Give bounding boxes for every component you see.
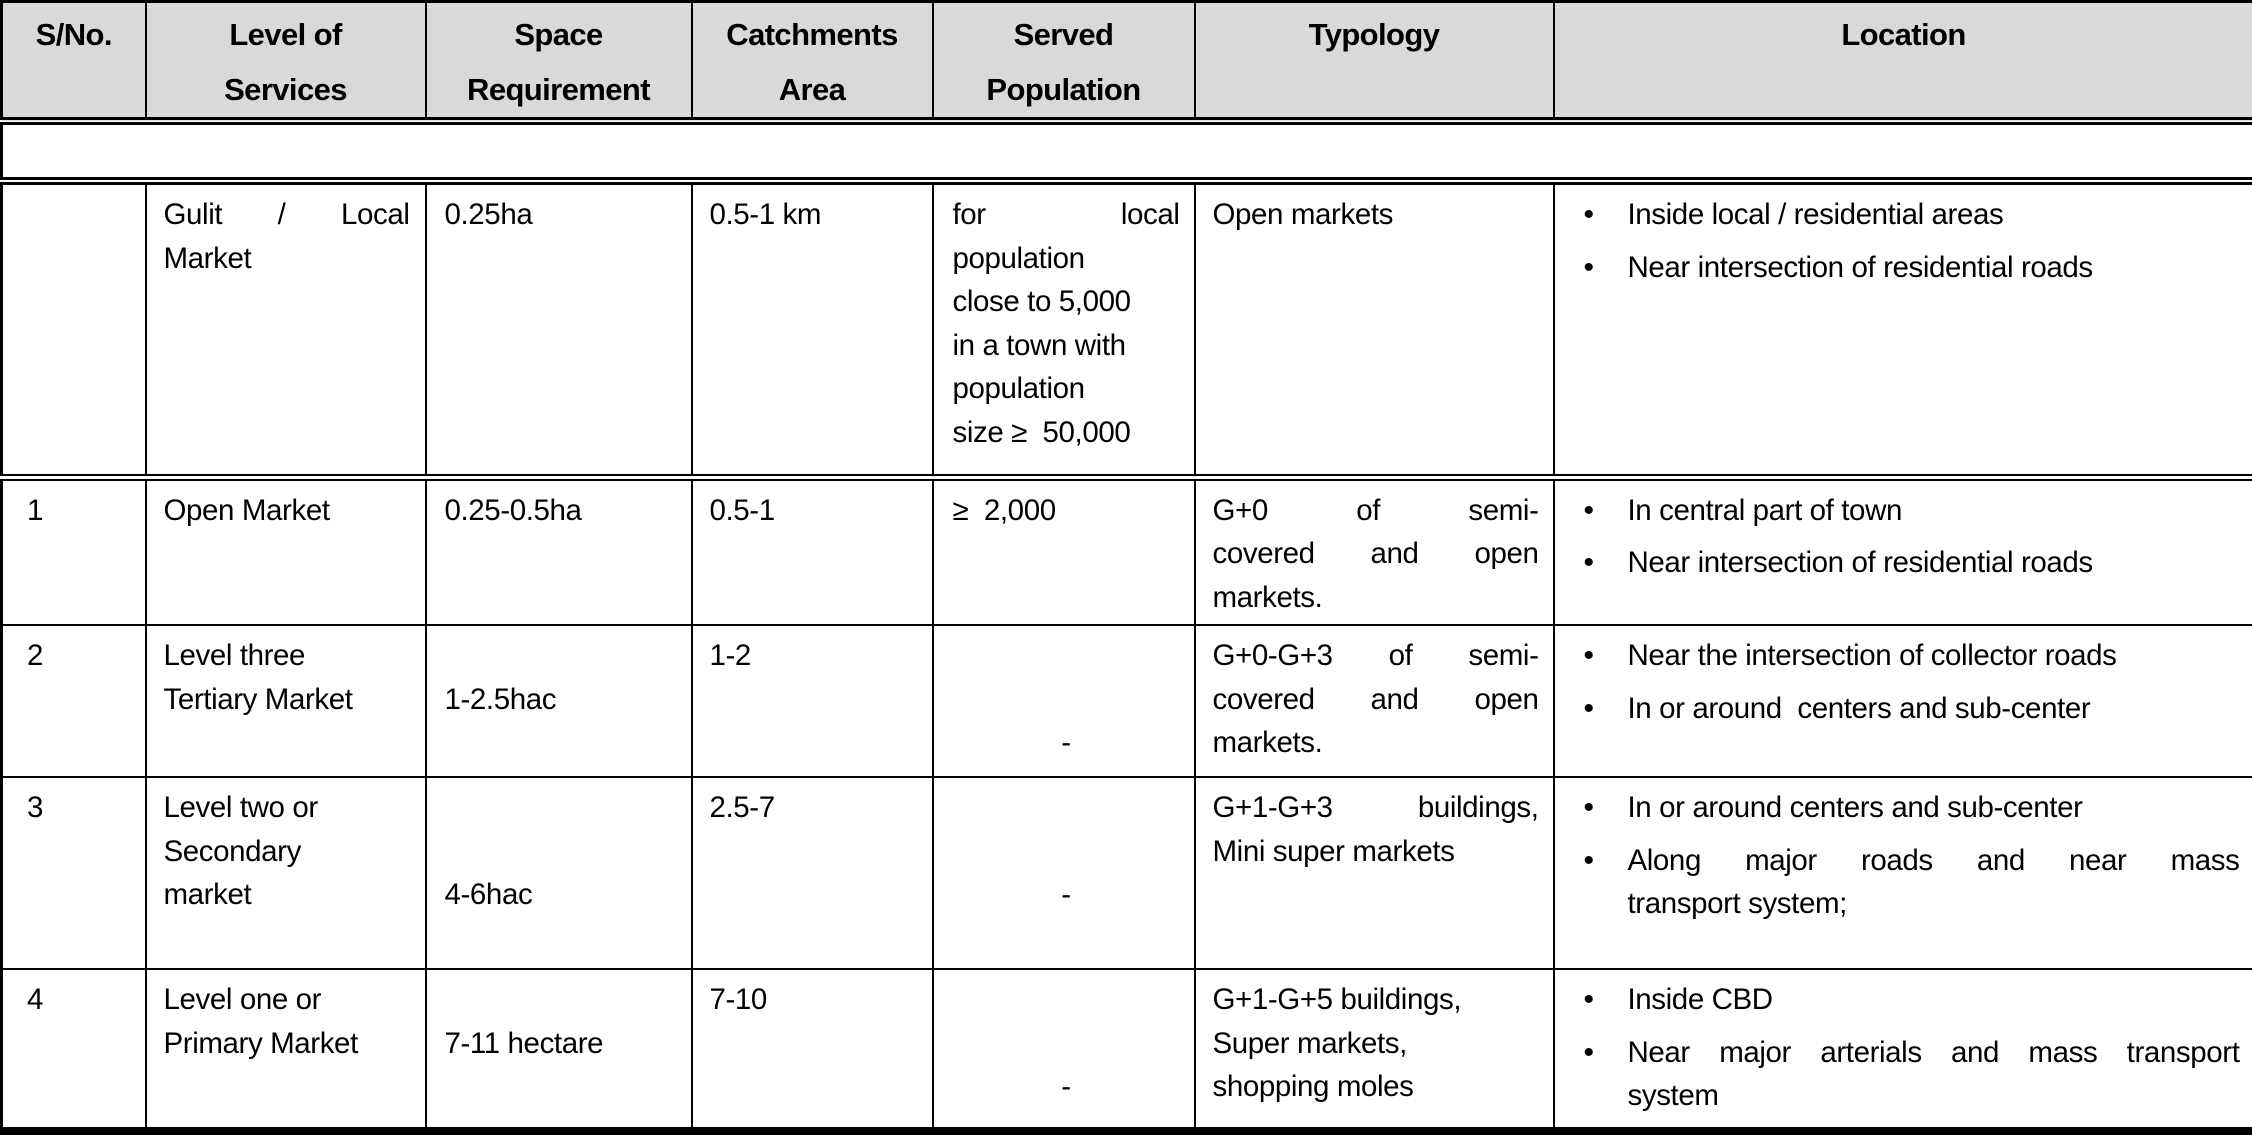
bullet-icon: •	[1579, 541, 1628, 585]
serial-number: 4	[27, 978, 131, 1022]
bullet-text	[1628, 839, 2240, 926]
cell-text-line: 4-6hac	[445, 873, 677, 917]
bullet-text	[1628, 193, 2240, 237]
bullet-icon: •	[1579, 634, 1628, 678]
cell-text-line: G+1-G+5 buildings,	[1213, 978, 1539, 1022]
cell-text-line: population	[953, 237, 1180, 281]
cell-text-line: Level three	[164, 634, 410, 678]
bullet-item	[1579, 786, 2240, 830]
bullet-text	[1628, 634, 2240, 678]
bullet-item	[1579, 687, 2240, 731]
cell-r2-location	[1554, 625, 2252, 777]
cell-r4-location	[1554, 969, 2252, 1131]
cell-text-line: Near major arterials and mass transport	[1628, 1031, 2240, 1075]
cell-text-line: G+0-G+3 of semi-	[1213, 634, 1539, 678]
cell-text-line: population	[953, 367, 1180, 411]
cell-gulit-location	[1554, 181, 2252, 477]
bullet-item	[1579, 246, 2240, 290]
empty-line	[953, 830, 1180, 874]
cell-r1-catchment	[692, 477, 933, 625]
cell-r4-sno	[2, 969, 146, 1131]
cell-r1-level	[146, 477, 426, 625]
cell-r3-sno	[2, 777, 146, 969]
bullet-text	[1628, 978, 2240, 1022]
table-row-r2	[2, 625, 2252, 777]
header-cell-catchment	[692, 2, 933, 122]
bullet-icon: •	[1579, 978, 1628, 1022]
cell-gulit-space	[426, 181, 692, 477]
cell-r2-catchment	[692, 625, 933, 777]
cell-text-line: Along major roads and near mass	[1628, 839, 2240, 883]
header-label: Served	[938, 7, 1190, 62]
cell-r2-space	[426, 625, 692, 777]
empty-line	[953, 1022, 1180, 1066]
bullet-item	[1579, 489, 2240, 533]
cell-text-line: G+0 of semi-	[1213, 489, 1539, 533]
cell-r4-typology	[1195, 969, 1554, 1131]
table-row-gulit	[2, 181, 2252, 477]
cell-text-line: Near the intersection of collector roads	[1628, 634, 2240, 678]
header-label: Requirement	[431, 62, 687, 117]
header-cell-level	[146, 2, 426, 122]
cell-r1-typology	[1195, 477, 1554, 625]
empty-line	[445, 830, 677, 874]
cell-text-line: market	[164, 873, 410, 917]
cell-r3-space	[426, 777, 692, 969]
cell-r1-location	[1554, 477, 2252, 625]
bullet-item	[1579, 193, 2240, 237]
header-cell-space	[426, 2, 692, 122]
cell-r4-catchment	[692, 969, 933, 1131]
cell-r3-catchment	[692, 777, 933, 969]
bullet-text	[1628, 786, 2240, 830]
cell-text-line: Mini super markets	[1213, 830, 1539, 874]
spacer-row-cell	[2, 121, 2252, 181]
header-label: Level of	[151, 7, 421, 62]
serial-number: 3	[27, 786, 131, 830]
bullet-text	[1628, 489, 2240, 533]
cell-gulit-catchment	[692, 181, 933, 477]
cell-r2-level	[146, 625, 426, 777]
cell-r3-level	[146, 777, 426, 969]
cell-text-line: 2.5-7	[710, 786, 918, 830]
bullet-icon: •	[1579, 786, 1628, 830]
cell-text-line: -	[953, 873, 1180, 917]
bullet-text	[1628, 687, 2240, 731]
cell-text-line: system	[1628, 1074, 2240, 1118]
header-label: Typology	[1200, 7, 1549, 62]
cell-text-line: size ≥ 50,000	[953, 411, 1180, 455]
empty-line	[953, 678, 1180, 722]
cell-text-line: Inside local / residential areas	[1628, 193, 2240, 237]
cell-text-line: In central part of town	[1628, 489, 2240, 533]
cell-text-line: transport system;	[1628, 882, 2240, 926]
header-label: Population	[938, 62, 1190, 117]
cell-text-line: covered and open	[1213, 532, 1539, 576]
table-row-r1	[2, 477, 2252, 625]
cell-text-line: Level two or	[164, 786, 410, 830]
serial-number-empty	[27, 193, 131, 237]
header-cell-location	[1554, 2, 2252, 122]
cell-r2-served	[933, 625, 1195, 777]
cell-text-line: Near intersection of residential roads	[1628, 246, 2240, 290]
cell-text-line: -	[953, 721, 1180, 765]
cell-r3-location	[1554, 777, 2252, 969]
cell-text-line: Open Market	[164, 489, 410, 533]
header-label: Location	[1559, 7, 2249, 62]
bullet-icon: •	[1579, 489, 1628, 533]
bullet-item	[1579, 634, 2240, 678]
cell-text-line: Open markets	[1213, 193, 1539, 237]
cell-r1-space	[426, 477, 692, 625]
cell-gulit-sno	[2, 181, 146, 477]
cell-text-line: 7-11 hectare	[445, 1022, 677, 1066]
header-cell-served	[933, 2, 1195, 122]
cell-text-line: for local	[953, 193, 1180, 237]
cell-text-line: -	[953, 1065, 1180, 1109]
bullet-item	[1579, 839, 2240, 926]
cell-text-line: Near intersection of residential roads	[1628, 541, 2240, 585]
table-row-r4	[2, 969, 2252, 1131]
table-body	[2, 121, 2252, 1131]
cell-text-line: shopping moles	[1213, 1065, 1539, 1109]
cell-text-line: Super markets,	[1213, 1022, 1539, 1066]
header-cell-typology	[1195, 2, 1554, 122]
empty-line	[445, 786, 677, 830]
bullet-item	[1579, 978, 2240, 1022]
cell-r1-sno	[2, 477, 146, 625]
header-cell-sno	[2, 2, 146, 122]
header-label: Area	[697, 62, 928, 117]
cell-text-line: G+1-G+3 buildings,	[1213, 786, 1539, 830]
cell-r1-served	[933, 477, 1195, 625]
bullet-item	[1579, 541, 2240, 585]
cell-gulit-served	[933, 181, 1195, 477]
bullet-text	[1628, 541, 2240, 585]
cell-r3-served	[933, 777, 1195, 969]
cell-gulit-level	[146, 181, 426, 477]
empty-line	[953, 634, 1180, 678]
cell-text-line: In or around centers and sub-center	[1628, 786, 2240, 830]
bullet-icon: •	[1579, 839, 1628, 926]
table-header	[2, 2, 2252, 122]
cell-text-line: covered and open	[1213, 678, 1539, 722]
cell-text-line: Primary Market	[164, 1022, 410, 1066]
cell-text-line: 0.5-1	[710, 489, 918, 533]
table-row-r3	[2, 777, 2252, 969]
header-label: Space	[431, 7, 687, 62]
cell-text-line: Inside CBD	[1628, 978, 2240, 1022]
bullet-icon: •	[1579, 687, 1628, 731]
cell-text-line: Tertiary Market	[164, 678, 410, 722]
cell-text-line: Gulit / Local	[164, 193, 410, 237]
cell-text-line: 7-10	[710, 978, 918, 1022]
cell-text-line: Level one or	[164, 978, 410, 1022]
empty-line	[953, 786, 1180, 830]
empty-line	[953, 978, 1180, 1022]
cell-text-line: 0.25-0.5ha	[445, 489, 677, 533]
empty-line	[445, 634, 677, 678]
cell-text-line: Market	[164, 237, 410, 281]
bullet-icon: •	[1579, 193, 1628, 237]
cell-text-line: in a town with	[953, 324, 1180, 368]
cell-r4-served	[933, 969, 1195, 1131]
header-label: Services	[151, 62, 421, 117]
header-label: S/No.	[7, 7, 141, 62]
cell-r4-level	[146, 969, 426, 1131]
cell-text-line: 0.5-1 km	[710, 193, 918, 237]
bullet-item	[1579, 1031, 2240, 1118]
cell-text-line: 1-2	[710, 634, 918, 678]
spacer-row	[2, 121, 2252, 181]
cell-text-line: 0.25ha	[445, 193, 677, 237]
cell-text-line: markets.	[1213, 721, 1539, 765]
cell-r3-typology	[1195, 777, 1554, 969]
cell-text-line: close to 5,000	[953, 280, 1180, 324]
cell-text-line: Secondary	[164, 830, 410, 874]
serial-number: 2	[27, 634, 131, 678]
cell-r2-typology	[1195, 625, 1554, 777]
bullet-text	[1628, 246, 2240, 290]
bullet-icon: •	[1579, 1031, 1628, 1118]
header-label: Catchments	[697, 7, 928, 62]
bullet-text	[1628, 1031, 2240, 1118]
empty-line	[445, 978, 677, 1022]
cell-gulit-typology	[1195, 181, 1554, 477]
cell-text-line: ≥ 2,000	[953, 489, 1180, 533]
cell-r2-sno	[2, 625, 146, 777]
cell-text-line: 1-2.5hac	[445, 678, 677, 722]
serial-number: 1	[27, 489, 131, 533]
cell-text-line: markets.	[1213, 576, 1539, 620]
cell-r4-space	[426, 969, 692, 1131]
header-row	[2, 2, 2252, 122]
bullet-icon: •	[1579, 246, 1628, 290]
cell-text-line: In or around centers and sub-center	[1628, 687, 2240, 731]
